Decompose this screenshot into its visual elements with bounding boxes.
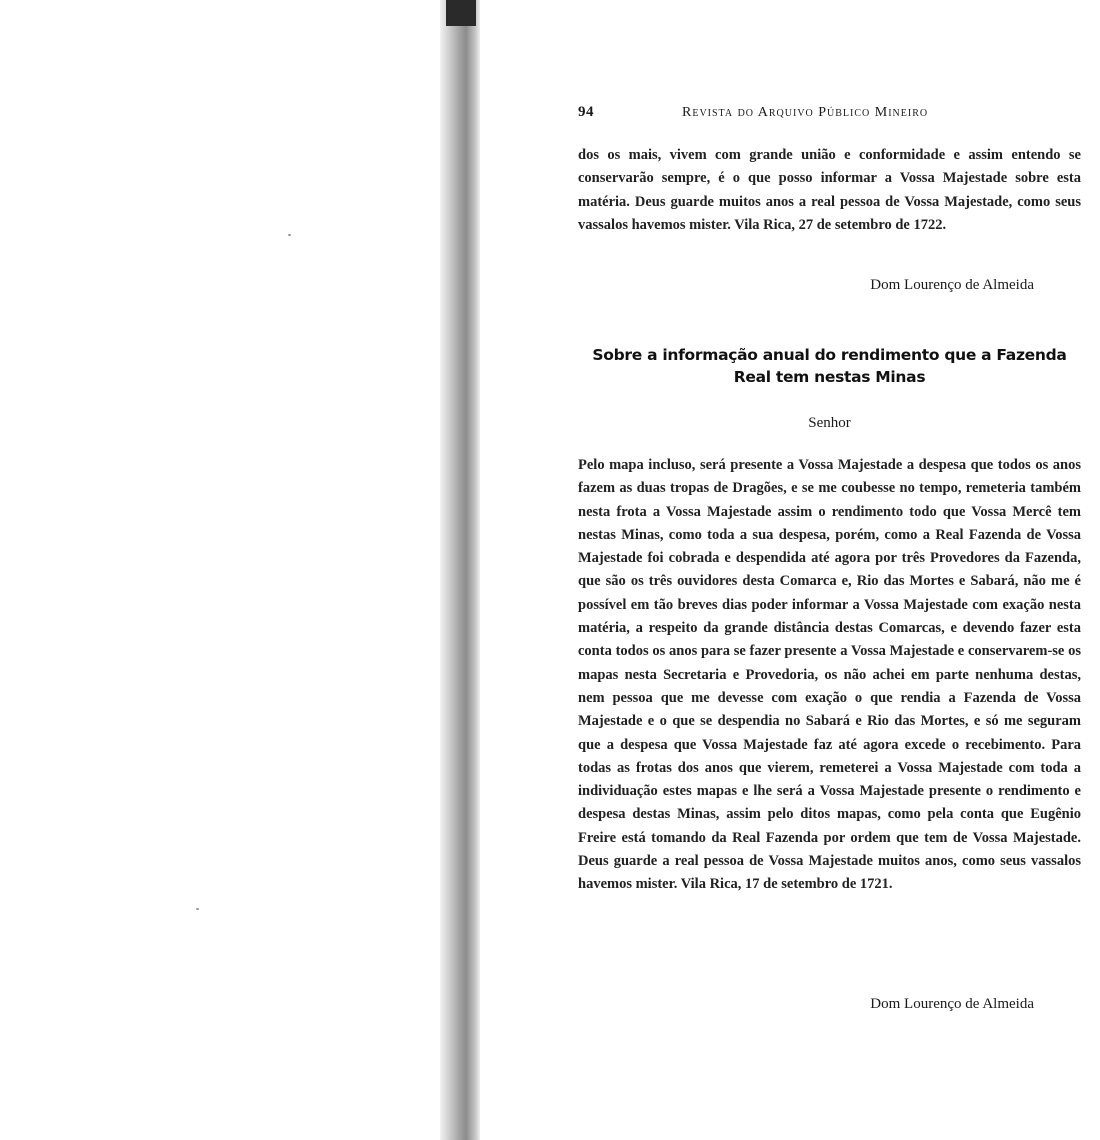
letter-2-title: Sobre a informação anual do rendimento que a Fazenda Real tem nestas Minas xyxy=(592,346,1067,386)
letter-1-body: dos os mais, vivem com grande união e conformidade e assim entendo se conservarão sempre, é o que posso informar a Vossa Majestade sobre esta matéria. Deus guarde muitos anos a real pessoa de Vossa Majestade, como seus vassalos havemos mister. Vila Rica, 27 de setembro de 1722. xyxy=(578,147,1081,233)
gutter-shadow xyxy=(446,0,476,26)
left-page-blank xyxy=(0,0,440,1140)
letter-2-salutation: Senhor xyxy=(808,415,851,431)
running-title: Revista do Arquivo Público Mineiro xyxy=(682,105,929,120)
paper-speck xyxy=(288,234,291,236)
letter-2-signature: Dom Lourenço de Almeida xyxy=(870,996,1034,1012)
page-header xyxy=(578,104,1081,126)
book-gutter xyxy=(440,0,480,1140)
page-number: 94 xyxy=(578,104,594,120)
letter-1-signature: Dom Lourenço de Almeida xyxy=(870,277,1034,293)
letter-2-body: Pelo mapa incluso, será presente a Vossa Majestade a despesa que todos os anos fazem as duas tropas de Dragões, e se me coubesse no tempo, remeteria também nesta frota a Vossa Majestade assim o rendimento todo que Vossa Mercê tem nestas Minas, como toda a sua despesa, porém, como a Real Fazenda de Vossa Majestade foi cobrada e despendida até agora por três Provedores da Fazenda, que são os três ouvidores desta Comarca e, Rio das Mortes e Sabará, não me é possível em tão breves dias poder informar a Vossa Majestade com exação nesta matéria, a respeito da grande distância destas Comarcas, e devendo fazer esta conta todos os anos para se fazer presente a Vossa Majestade e conservarem-se os mapas nesta Secretaria e Provedoria, os não achei em parte nenhuma destas, nem pessoa que me devesse com exação o que rendia a Fazenda de Vossa Majestade e o que se despendia no Sabará e Rio das Mortes, e só me seguram que a despesa que Vossa Majestade faz até agora excede o recebimento. Para todas as frotas dos anos que vierem, remeterei a Vossa Majestade com toda a individuação estes mapas e lhe será a Vossa Majestade presente o rendimento e despesa destas Minas, assim pelo ditos mapas, como pela conta que Eugênio Freire está tomando da Real Fazenda por ordem que tem de Vossa Majestade. Deus guarde a real pessoa de Vossa Majestade muitos anos, como seus vassalos havemos mister. Vila Rica, 17 de setembro de 1721. xyxy=(578,457,1081,893)
right-page xyxy=(480,0,1100,1140)
paper-speck xyxy=(196,908,199,910)
